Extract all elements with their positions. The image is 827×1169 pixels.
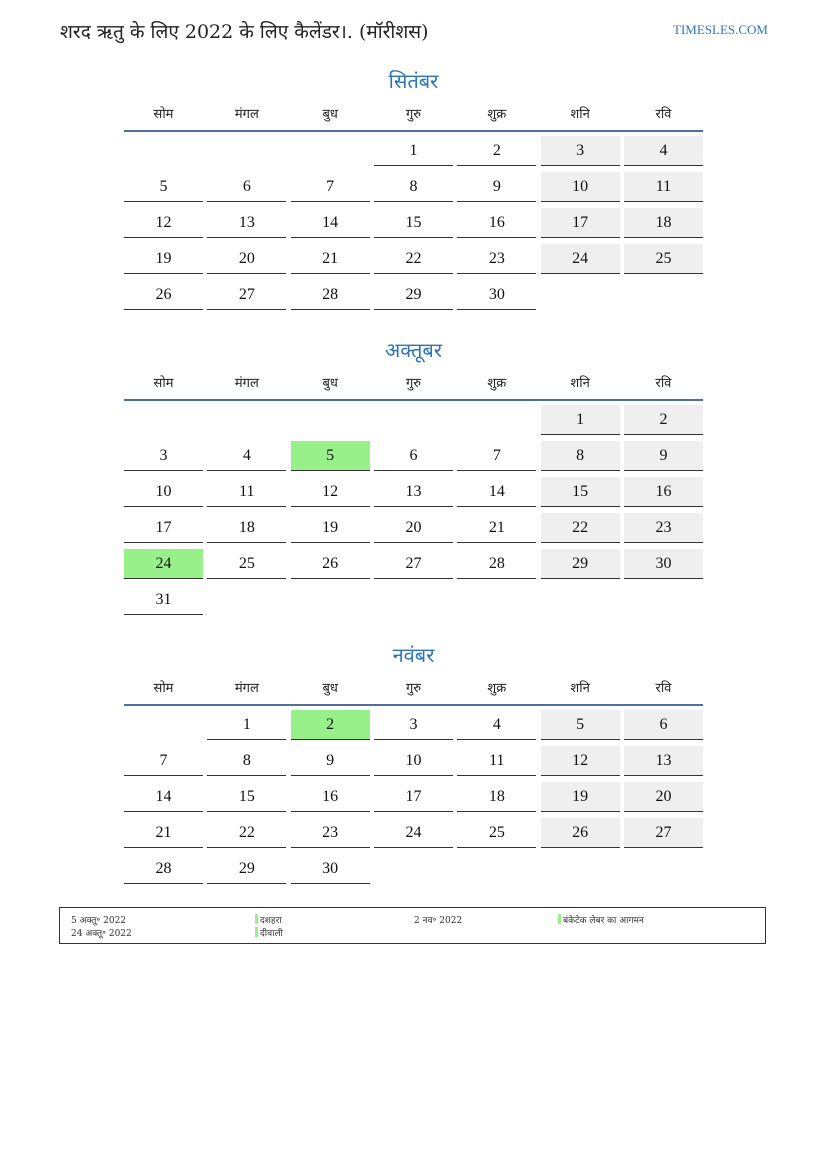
day-cell: 4: [457, 710, 536, 740]
day-cell: 17: [124, 513, 203, 543]
day-cell: 14: [124, 782, 203, 812]
day-cell: 20: [624, 782, 703, 812]
day-cell: 29: [207, 854, 286, 884]
day-cell: 22: [207, 818, 286, 848]
day-cell: 10: [124, 477, 203, 507]
day-cell: 13: [374, 477, 453, 507]
day-cell: 27: [624, 818, 703, 848]
day-cell: 21: [457, 513, 536, 543]
month-title: सितंबर: [388, 69, 439, 93]
day-cell: 4: [624, 136, 703, 166]
day-cell: 15: [374, 208, 453, 238]
day-cell: 6: [207, 172, 286, 202]
day-cell: 7: [124, 746, 203, 776]
day-cell: 30: [624, 549, 703, 579]
day-cell: 27: [374, 549, 453, 579]
day-cell: 19: [124, 244, 203, 274]
legend-date: 24 अक्तू॰ 2022: [71, 929, 132, 939]
day-cell: 18: [207, 513, 286, 543]
day-cell: 23: [624, 513, 703, 543]
holiday-day-cell: 5: [291, 441, 370, 471]
weekday-header-row: [124, 104, 703, 132]
month-october: [124, 335, 703, 621]
day-cell: 16: [291, 782, 370, 812]
day-cell: 25: [207, 549, 286, 579]
day-cell: 5: [124, 172, 203, 202]
day-cell: 12: [291, 477, 370, 507]
day-cell: 23: [291, 818, 370, 848]
day-cell: 7: [291, 172, 370, 202]
day-cell: 11: [457, 746, 536, 776]
day-cell: 3: [124, 441, 203, 471]
weekday-label: गुरु: [405, 107, 422, 122]
day-cell: 17: [374, 782, 453, 812]
empty-cell: [457, 405, 536, 435]
day-cell: 19: [291, 513, 370, 543]
day-cell: 30: [291, 854, 370, 884]
day-cell: 27: [207, 280, 286, 310]
day-cell: 11: [624, 172, 703, 202]
day-cell: 4: [207, 441, 286, 471]
legend-holiday-name: बंकेटेक लेबर का आगमन: [558, 913, 644, 926]
day-cell: 29: [374, 280, 453, 310]
day-cell: 30: [457, 280, 536, 310]
holiday-day-cell: 24: [124, 549, 203, 579]
legend-date: 5 अक्तू॰ 2022: [71, 916, 127, 926]
day-cell: 25: [624, 244, 703, 274]
day-grid: [124, 710, 703, 890]
day-cell: 1: [207, 710, 286, 740]
weekday-label: सोम: [153, 107, 174, 122]
weekday-label: शुक्र: [487, 376, 507, 391]
day-cell: 18: [624, 208, 703, 238]
day-cell: 9: [624, 441, 703, 471]
day-cell: 14: [291, 208, 370, 238]
day-cell: 2: [624, 405, 703, 435]
day-cell: 24: [374, 818, 453, 848]
empty-cell: [124, 136, 203, 166]
day-cell: 28: [457, 549, 536, 579]
day-cell: 23: [457, 244, 536, 274]
day-cell: 26: [541, 818, 620, 848]
day-cell: 19: [541, 782, 620, 812]
day-cell: 28: [124, 854, 203, 884]
weekday-label: शनि: [570, 681, 590, 696]
weekday-label: रवि: [655, 681, 672, 696]
page-title: शरद ऋतु के लिए 2022 के लिए कैलेंडर।. (मॉरीशस): [60, 21, 429, 43]
month-title: नवंबर: [392, 643, 435, 667]
empty-cell: [207, 405, 286, 435]
weekday-label: शनि: [570, 376, 590, 391]
day-cell: 2: [457, 136, 536, 166]
day-cell: 7: [457, 441, 536, 471]
day-cell: 28: [291, 280, 370, 310]
weekday-label: गुरु: [405, 681, 422, 696]
day-cell: 8: [374, 172, 453, 202]
empty-cell: [291, 405, 370, 435]
day-cell: 21: [291, 244, 370, 274]
page-header: [60, 18, 768, 48]
day-cell: 11: [207, 477, 286, 507]
site-link[interactable]: TIMESLES.COM: [673, 22, 768, 37]
empty-cell: [291, 136, 370, 166]
day-cell: 14: [457, 477, 536, 507]
weekday-label: मंगल: [234, 376, 259, 391]
day-cell: 1: [374, 136, 453, 166]
empty-cell: [374, 405, 453, 435]
day-cell: 10: [374, 746, 453, 776]
day-cell: 3: [541, 136, 620, 166]
day-cell: 22: [374, 244, 453, 274]
day-cell: 31: [124, 585, 203, 615]
weekday-label: मंगल: [234, 681, 259, 696]
day-cell: 3: [374, 710, 453, 740]
weekday-label: सोम: [153, 376, 174, 391]
empty-cell: [124, 710, 203, 740]
holiday-legend: [59, 907, 766, 944]
weekday-header-row: [124, 373, 703, 401]
month-september: [124, 66, 703, 316]
day-cell: 22: [541, 513, 620, 543]
day-cell: 13: [207, 208, 286, 238]
day-cell: 10: [541, 172, 620, 202]
day-cell: 12: [541, 746, 620, 776]
day-cell: 26: [124, 280, 203, 310]
day-cell: 20: [207, 244, 286, 274]
day-cell: 5: [541, 710, 620, 740]
day-grid: [124, 405, 703, 621]
day-cell: 18: [457, 782, 536, 812]
weekday-label: सोम: [153, 681, 174, 696]
weekday-header-row: [124, 678, 703, 706]
day-cell: 9: [457, 172, 536, 202]
day-cell: 8: [207, 746, 286, 776]
weekday-label: रवि: [655, 107, 672, 122]
day-cell: 20: [374, 513, 453, 543]
weekday-label: शनि: [570, 107, 590, 122]
day-cell: 26: [291, 549, 370, 579]
day-cell: 6: [374, 441, 453, 471]
empty-cell: [207, 136, 286, 166]
day-cell: 6: [624, 710, 703, 740]
weekday-label: गुरु: [405, 376, 422, 391]
day-cell: 15: [207, 782, 286, 812]
day-grid: [124, 136, 703, 316]
weekday-label: बुध: [322, 107, 338, 122]
empty-cell: [124, 405, 203, 435]
legend-holiday-name: दशहरा: [255, 913, 282, 926]
day-cell: 29: [541, 549, 620, 579]
legend-holiday-name: दीवाली: [255, 926, 283, 939]
day-cell: 16: [624, 477, 703, 507]
month-november: [124, 640, 703, 890]
legend-date: 2 नव॰ 2022: [414, 916, 463, 926]
weekday-label: शुक्र: [487, 681, 507, 696]
weekday-label: मंगल: [234, 107, 259, 122]
day-cell: 21: [124, 818, 203, 848]
weekday-label: शुक्र: [487, 107, 507, 122]
day-cell: 12: [124, 208, 203, 238]
day-cell: 16: [457, 208, 536, 238]
weekday-label: बुध: [322, 376, 338, 391]
day-cell: 17: [541, 208, 620, 238]
weekday-label: रवि: [655, 376, 672, 391]
day-cell: 13: [624, 746, 703, 776]
day-cell: 1: [541, 405, 620, 435]
day-cell: 24: [541, 244, 620, 274]
holiday-day-cell: 2: [291, 710, 370, 740]
day-cell: 15: [541, 477, 620, 507]
day-cell: 8: [541, 441, 620, 471]
day-cell: 25: [457, 818, 536, 848]
month-title: अक्तूबर: [385, 338, 442, 362]
day-cell: 9: [291, 746, 370, 776]
weekday-label: बुध: [322, 681, 338, 696]
